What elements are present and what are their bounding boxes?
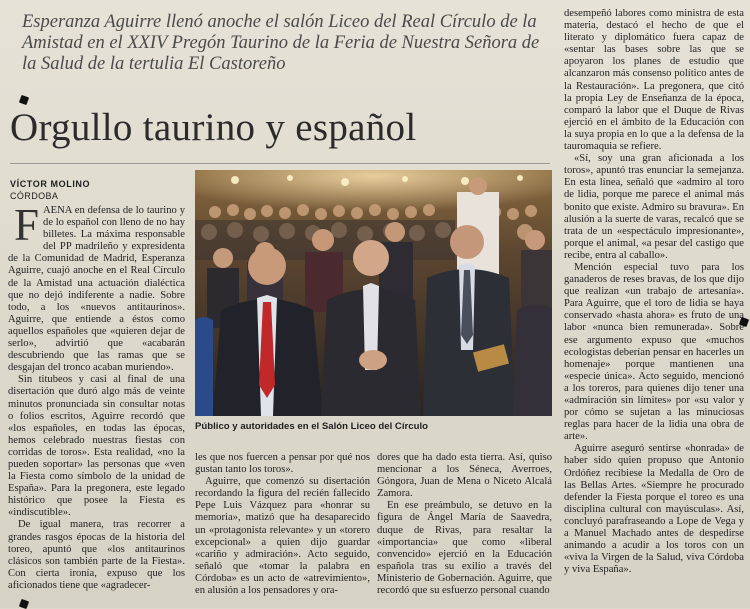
paragraph: En ese preámbulo, se detuvo en la figura de Ángel María de Saavedra, duque de Rivas, para resaltar la «importancia» que como «liberal convencido» ejerció en la Educación española tras su exilio a través del Ministerio de Gobernación. Aguirre, que recordó que su esfuerzo personal cuando bbox=[377, 500, 552, 597]
article-subtitle: Esperanza Aguirre llenó anoche el salón Liceo del Real Círculo de la Amistad en el XXIV Pregón Taurino de la Feria de Nuestra Señora de la Salud de la tertulia El Castoreño bbox=[22, 12, 540, 74]
photo-caption: Público y autoridades en el Salón Liceo del Círculo bbox=[195, 421, 428, 432]
paragraph: Mención especial tuvo para los ganaderos de reses bravas, de los que dijo que realizan «un trabajo de artesanía». Para Aguirre, que el toro de lidia se haya conservado «hasta ahora» es fruto de una labor «nunca bien remunerada». Sobre ese argumento expuso que «muchos ecologistas deberían pensar en hacerles un homenaje» porque mantienen una «especie única». Acto seguido, mencionó a los toreros, para quienes dijo tener una «admiración sin límites» por «su valor y por cómo se sujetan a las minuciosas reglas para hacer de la lidia una obra de arte». bbox=[564, 261, 744, 443]
audience-photo-graphic bbox=[195, 170, 552, 416]
column-4 bbox=[564, 8, 744, 576]
article-city: CÓRDOBA bbox=[10, 191, 59, 201]
bullet-mark-icon bbox=[19, 95, 29, 105]
paragraph: les que nos fuercen a pensar por qué nos gustan tanto los toros». bbox=[195, 452, 370, 476]
paragraph: De igual manera, tras recorrer a grandes rasgos épocas de la historia del toreo, apuntó que «los antitaurinos clásicos son también parte de la Fiesta». Con cierta ironía, expuso que los aficionados tiene que «agradecer- bbox=[8, 519, 185, 591]
paragraph: «Sí, soy una gran aficionada a los toros», apuntó tras enunciar la semejanza. En esta línea, señaló que «admiro al toro de lidia, porque me parece el animal más bonito que existe. Admiro su bravura». En alusión a la suerte de varas, recalcó que se trata de un «espectáculo impresionante», porque el animal, «a pesar del castigo que recibe, entra al caballo». bbox=[564, 153, 744, 261]
headline-divider bbox=[10, 163, 550, 164]
paragraph: AENA en defensa de lo taurino y de lo español con lleno de no hay billetes. La máxima responsable del PP madrileño y expresidenta de la Comunidad de Madrid, Esperanza Aguirre, cuajó anoche en el Real Círculo de la Amistad una actuación dialéctica que no dejó indiferente a nadie. Sobre todo, a los «nuevos antitaurinos». Aguirre, que entiende a éstos como aquellos españoles que «quieren dejar de serlo», advirtió que «acabarán descubriendo que las ramas que se desgajan del tronco acaban muriendo». bbox=[8, 205, 185, 374]
paragraph: Aguirre aseguró sentirse «honrada» de haber sido quien propuso que Antonio Ordóñez recibiese la Medalla de Oro de las Bellas Artes. «Siempre he procurado defender la Fiesta porque el toreo es una disciplina cultural con mayúsculas». Así, concluyó parafraseando a Lope de Vega y a Manuel Machado antes de despedirse animando a acudir a los toros con un «viva la Virgen de la Salud, viva Córdoba y viva España». bbox=[564, 443, 744, 576]
paragraph: Sin titubeos y casi al final de una disertación que duró algo más de veinte minutos pronunciada sin consultar notas o folios escritos, Aguirre recordó que «los españoles, en todas las épocas, hemos celebrado nuestras fiestas con corridas de toros». Esta realidad, «no la pueden soportar» las personas que «ven la Fiesta como símbolo de la unidad de España». Para la pregonera, este legado histórico que posee la Fiesta es «indiscutible». bbox=[8, 374, 185, 519]
paragraph: Aguirre, que comenzó su disertación recordando la figura del recién fallecido Pepe Luis Vázquez para «honrar su memoria», matizó que ha desaparecido un «protagonista relevante» y un «torero excepcional» a quien dijo guardar «cariño y admiración». Acto seguido, señaló que «tomar la palabra en Córdoba» es un acto de «atrevimiento», en alusión a los pensadores y ora- bbox=[195, 476, 370, 597]
column-3 bbox=[377, 452, 552, 597]
event-photo bbox=[195, 170, 552, 416]
article-headline: Orgullo taurino y español bbox=[10, 106, 417, 149]
article-author: VÍCTOR MOLINO bbox=[10, 179, 91, 189]
paragraph: dores que ha dado esta tierra. Así, quiso mencionar a los Séneca, Averroes, Góngora, Juan de Mena o Niceto Alcalá Zamora. bbox=[377, 452, 552, 500]
drop-cap: F bbox=[14, 200, 40, 250]
paragraph: desempeñó labores como ministra de esta materia, destacó el hecho de que el literato y diplomático fuera capaz de «sentar las bases sobre las que se apoyaron los planes de estudio que alcanzaron más consenso político antes de la Restauración». La pregonera, que citó la propia Ley de Enseñanza de la época, comparó la labor que el Duque de Rivas ejerció en el ámbito de la Educación con la suya propia en lo que a la defensa de la tauromaquia se refiere. bbox=[564, 8, 744, 153]
column-1 bbox=[8, 200, 185, 605]
column-2 bbox=[195, 452, 370, 597]
